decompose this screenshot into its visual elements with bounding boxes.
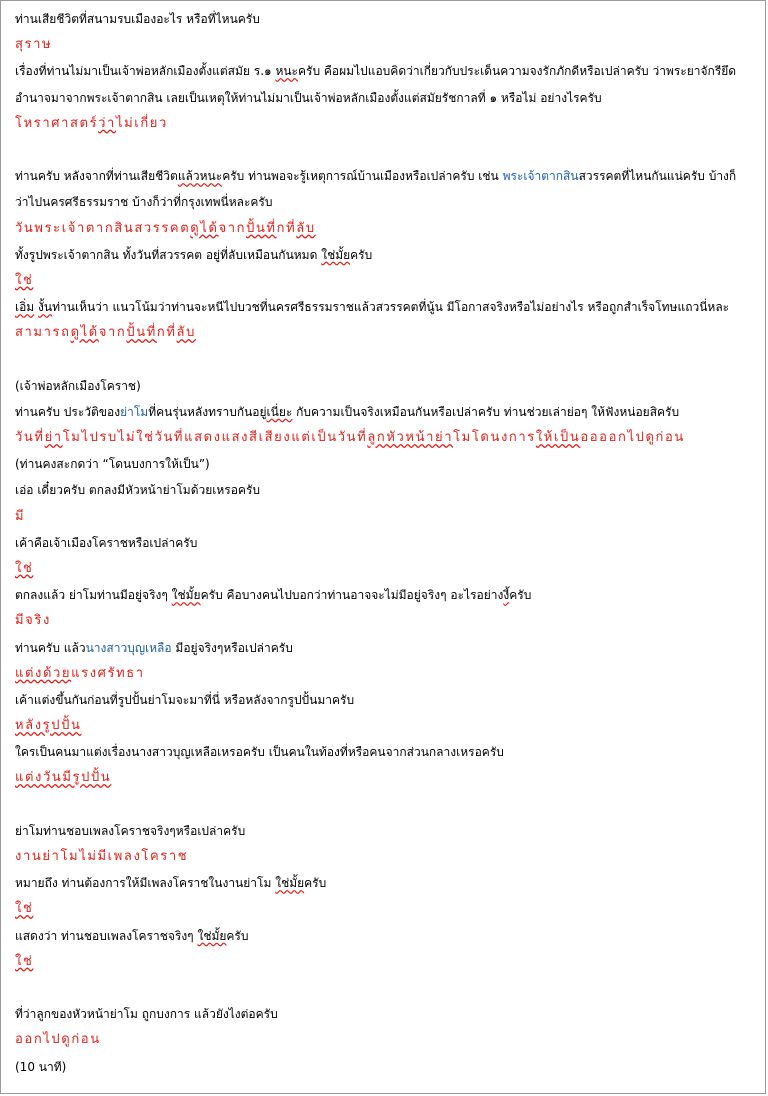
spellcheck-flagged-word: แต่งวันมีรูปปั้น <box>15 770 112 786</box>
spellcheck-flagged-word: ใช่มั้ย <box>197 928 227 943</box>
question-line <box>15 923 759 949</box>
text-segment: ออกไปดูก่อน <box>15 1032 101 1048</box>
question-line <box>15 818 759 844</box>
text-segment: หมายถึง ท่านต้องการให้มีเพลงโคราชในงานย่าโม <box>15 876 276 891</box>
text-segment: งานย่าโมไม่มีเพลงโคราช <box>15 849 189 864</box>
text-segment: กับความเป็นจริงเหมือนกันหรือเปล่าครับ ท่านช่วยเล่าย่อๆ ให้ฟังหน่อยสิครับ <box>292 404 680 419</box>
question-line <box>15 582 759 608</box>
spellcheck-flagged-word: ย่า <box>44 430 63 445</box>
spellcheck-flagged-word: ให้เป็น <box>535 430 581 445</box>
text-segment: ไม่เกี่ยว <box>115 115 168 131</box>
text-segment: (เจ้าพ่อหลักเมืองโคราช) <box>15 378 141 393</box>
text-segment: ครับ <box>226 928 249 943</box>
spellcheck-flagged-word: ว่า <box>98 115 116 131</box>
text-segment: อำนาจมาจากพระเจ้าตากสิน เลยเป็นเหตุให้ท่านไม่มาเป็นเจ้าพ่อหลักเมืองตั้งแต่สมัยรัชกาลที่ ๑ หรือไม่ อย่างไรครับ <box>15 90 602 105</box>
spellcheck-flagged-word: ใช่ <box>15 901 34 917</box>
question-line <box>15 635 759 661</box>
text-segment: จาก <box>98 325 127 341</box>
spellcheck-flagged-word: งี้ <box>503 588 510 603</box>
answer-line <box>15 556 759 582</box>
text-segment: มี <box>15 508 26 524</box>
question-line <box>15 85 759 111</box>
spellcheck-flagged-word: ใช่มั้ย <box>321 247 351 262</box>
question-line <box>15 451 759 477</box>
spellcheck-flagged-word: ปั้นที่ <box>246 220 277 236</box>
text-segment: ทั้งรูปพระเจ้าตากสิน ทั้งวันที่สวรรคต อยู่ที่ลับเหมือนกันหมด <box>15 247 322 262</box>
text-segment: ครับ คือบางคนไปบอกว่าท่านอาจจะไม่มีอยู่จริงๆ อะไรอย่าง <box>200 588 504 603</box>
spellcheck-flagged-word: ลับ <box>176 325 196 341</box>
spellcheck-flagged-word: ดูได้ <box>190 220 219 236</box>
text-segment: มีจริง <box>15 613 51 629</box>
text-segment: สวรรคตที่ไหนกันแน่ครับ บ้างก็ <box>578 169 737 184</box>
text-segment: เรื่องที่ท่านไม่มาเป็นเจ้าพ่อหลักเมืองตั้งแต่สมัย ร.๑ <box>15 64 276 79</box>
question-line <box>15 870 759 896</box>
text-segment: วันที่ <box>15 430 45 445</box>
highlighted-name: นางสาวบุญเหลือ <box>85 640 172 655</box>
answer-line <box>15 608 759 634</box>
spellcheck-flagged-word: ใช่ <box>15 272 34 288</box>
text-segment: สุราษ <box>15 37 53 53</box>
question-line <box>15 373 759 399</box>
spellcheck-flagged-word: งั้น <box>38 300 53 315</box>
blank-line <box>15 792 759 818</box>
question-line <box>15 189 759 215</box>
answer-line <box>15 320 759 346</box>
answer-line <box>15 1027 759 1053</box>
question-line <box>15 58 759 84</box>
text-segment: โหราศาสตร์ <box>15 115 99 131</box>
spellcheck-flagged-word: ปั้นที่ <box>126 325 157 341</box>
question-line <box>15 1001 759 1027</box>
text-segment: (10 นาที) <box>15 1059 67 1074</box>
text-segment: เค้าแต่งขึ้นกันก่อนที่รูปปั้นย่าโมจะมาที่นี่ หรือหลังจากรูปปั้นมาครับ <box>15 692 355 707</box>
text-segment: วันพระเจ้าตากสินสวรรคต <box>15 220 191 236</box>
text-segment: แสดงว่า ท่านชอบเพลงโคราชจริงๆ <box>15 928 198 943</box>
answer-line <box>15 425 759 451</box>
text-segment: ท่านครับ แล้ว <box>15 640 86 655</box>
text-segment: ท่านเห็นว่า แนวโน้มว่าท่านจะหนีไปบวชที่นครศรีธรรมราชแล้วสวรรคตที่นู้น มีโอกาสจริงหรือไม่อย่างไร หรือถูกสำเร็จโทษแถวนี่หละ <box>52 300 730 315</box>
spellcheck-flagged-word: เนี่ยะ <box>266 404 293 419</box>
text-segment: แรงศรัทธา <box>71 665 145 681</box>
text-segment: ครับ <box>304 876 327 891</box>
spellcheck-flagged-word: ใช่มั้ย <box>275 876 305 891</box>
question-line <box>15 399 759 425</box>
text-segment: ตกลงแล้ว ย่าโมท่านมีอยู่จริงๆ <box>15 588 172 603</box>
spellcheck-flagged-word: หนะ <box>275 64 298 79</box>
text-segment: โมไปรบไม่ใช่วันที่แสดงแสงสีเสียงแต่เป็นวันที่ <box>62 430 368 445</box>
text-segment: มีอยู่จริงๆหรือเปล่าครับ <box>171 640 293 655</box>
blank-line <box>15 346 759 372</box>
question-line <box>15 530 759 556</box>
answer-line <box>15 32 759 58</box>
spellcheck-flagged-word: ใช่มั้ย <box>171 588 201 603</box>
spellcheck-flagged-word: แล้วหนะ <box>177 169 223 184</box>
transcript-body <box>15 6 759 1080</box>
answer-line <box>15 216 759 242</box>
spellcheck-flagged-word: ใช่ <box>15 953 34 969</box>
answer-line <box>15 896 759 922</box>
question-line <box>15 477 759 503</box>
text-segment: ท่านครับ ประวัติของ <box>15 404 121 419</box>
answer-line <box>15 661 759 687</box>
answer-line <box>15 765 759 791</box>
text-segment: ว่าไปนครศรีธรรมราช บ้างก็ว่าที่กรุงเทพนี่หละครับ <box>15 195 273 210</box>
highlighted-name: ย่าโม <box>120 404 149 419</box>
answer-line <box>15 844 759 870</box>
text-segment: ท่านครับ หลังจากที่ท่านเสียชีวิต <box>15 169 178 184</box>
highlighted-name: พระเจ้าตากสิน <box>502 169 579 184</box>
answer-line <box>15 713 759 739</box>
question-line <box>15 163 759 189</box>
text-segment: ที่ว่าลูกของหัวหน้าย่าโม ถูกบงการ แล้วยังไงต่อครับ <box>15 1007 278 1022</box>
question-line <box>15 6 759 32</box>
text-segment: ใครเป็นคนมาแต่งเรื่องนางสาวบุญเหลือเหรอครับ เป็นคนในท้องที่หรือคนจากส่วนกลางเหรอครับ <box>15 745 504 760</box>
spellcheck-flagged-word: ดูได้ <box>70 325 99 341</box>
question-line <box>15 294 759 320</box>
text-segment: ครับ <box>509 588 532 603</box>
spellcheck-flagged-word: แต่งด้วย <box>15 665 72 681</box>
text-segment: ท่านเสียชีวิตที่สนามรบเมืองอะไร หรือที่ไหนครับ <box>15 12 260 26</box>
question-line <box>15 739 759 765</box>
text-segment: กที่ <box>156 325 177 341</box>
spellcheck-flagged-word: หลังรูปปั้น <box>15 718 82 734</box>
blank-line <box>15 137 759 163</box>
answer-line <box>15 949 759 975</box>
question-line <box>15 687 759 713</box>
answer-line <box>15 504 759 530</box>
text-segment: โมโดนงการ <box>453 430 536 445</box>
text-segment: กที่ <box>276 220 297 236</box>
answer-line <box>15 268 759 294</box>
spellcheck-flagged-word: ใช่ <box>15 560 34 576</box>
text-segment: เค้าคือเจ้าเมืองโคราชหรือเปล่าครับ <box>15 535 198 550</box>
question-line <box>15 1054 759 1080</box>
text-segment: จาก <box>218 220 247 236</box>
text-segment: ครับ <box>350 247 373 262</box>
spellcheck-flagged-word: ลูกหัวหน้าย่า <box>367 430 454 445</box>
spellcheck-flagged-word: เอิ่ม <box>15 300 35 315</box>
text-segment: ย่าโมท่านชอบเพลงโคราชจริงๆหรือเปล่าครับ <box>15 823 246 838</box>
answer-line <box>15 111 759 137</box>
text-segment: ครับ ท่านพอจะรู้เหตุการณ์บ้านเมืองหรือเปล่าครับ เช่น <box>222 169 503 184</box>
text-segment: สามารถ <box>15 325 71 341</box>
spellcheck-flagged-word: ลับ <box>296 220 316 236</box>
text-segment: ครับ คือผมไปแอบคิดว่าเกี่ยวกับประเด็นความจงรักภักดีหรือเปล่าครับ ว่าพระยาจักรียึด <box>298 64 737 79</box>
blank-line <box>15 975 759 1001</box>
question-line <box>15 242 759 268</box>
text-segment: เอ่อ เดี๋ยวครับ ตกลงมีหัวหน้าย่าโมด้วยเหรอครับ <box>15 483 261 498</box>
text-segment: (ท่านคงสะกดว่า “โดนบงการให้เป็น”) <box>15 457 210 472</box>
text-segment: ออออกไปดูก่อน <box>580 430 685 445</box>
text-segment: ที่คนรุ่นหลังทราบกันอยู่ <box>148 404 267 419</box>
